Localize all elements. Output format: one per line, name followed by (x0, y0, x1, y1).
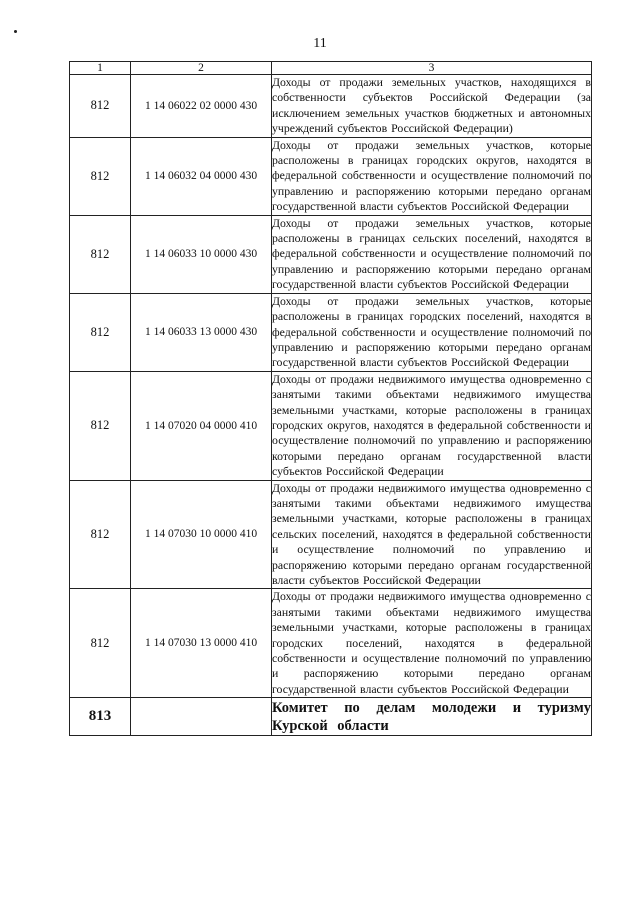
table-row-committee (70, 698, 592, 736)
table-row (70, 589, 592, 698)
table-row (70, 480, 592, 589)
page-number: 11 (313, 36, 327, 51)
description-cell: Доходы от продажи земельных участков, которые расположены в границах городских поселений, находятся в федеральной собственности и осуществление полномочий по управлению и распоряжению которыми передано органам государственной власти субъектов Российской Федерации (272, 293, 591, 370)
admin-code-cell: 812 (70, 137, 131, 215)
budget-code-cell: 1 14 06022 02 0000 430 (131, 75, 272, 138)
table-header-row (70, 62, 592, 75)
admin-code-cell: 812 (70, 293, 131, 371)
admin-code-cell: 812 (70, 215, 131, 293)
description-cell: Доходы от продажи земельных участков, которые расположены в границах городских округов, находятся в федеральной собственности и осуществление полномочий по управлению и распоряжению которыми передано органам государственной власти субъектов Российской Федерации (272, 137, 591, 214)
table-row (70, 293, 592, 371)
description-cell: Доходы от продажи недвижимого имущества одновременно с занятыми такими объектами недвижимого имущества земельными участками, которые расположены в границах городских поселений, находятся в федеральной собственности и осуществление полномочий по управлению и распоряжению которыми передано органам государственной власти субъектов Российской Федерации (272, 589, 591, 696)
description-cell: Доходы от продажи земельных участков, которые расположены в границах сельских поселений, находятся в федеральной собственности и осуществление полномочий по управлению и распоряжению которыми передано органам государственной власти субъектов Российской Федерации (272, 215, 591, 292)
budget-code-cell: 1 14 06033 10 0000 430 (131, 215, 272, 293)
description-cell: Доходы от продажи недвижимого имущества одновременно с занятыми такими объектами недвижимого имущества земельными участками, которые расположены в границах городских округов, находятся в федеральной собственности и осуществление полномочий по управлению и распоряжению которыми передано органам государственной власти субъектов Российской Федерации (272, 371, 591, 479)
budget-code-cell: 1 14 07030 10 0000 410 (131, 480, 272, 589)
admin-code-cell: 812 (70, 75, 131, 138)
admin-code-cell: 812 (70, 480, 131, 589)
budget-code-cell: 1 14 06033 13 0000 430 (131, 293, 272, 371)
column-header: 1 (70, 62, 131, 75)
table-row (70, 215, 592, 293)
column-header: 2 (131, 62, 272, 75)
revenue-code-table (69, 61, 592, 736)
committee-name-cell: Комитет по делам молодежи и туризму Курской области (272, 699, 591, 734)
budget-code-cell: 1 14 06032 04 0000 430 (131, 137, 272, 215)
description-cell: Доходы от продажи недвижимого имущества одновременно с занятыми такими объектами недвижимого имущества земельными участками, которые расположены в границах сельских поселений, находятся в федеральной собственности и осуществление полномочий по управлению и распоряжению которыми передано органам государственной власти субъектов Российской Федерации (272, 480, 591, 587)
admin-code-cell: 812 (70, 589, 131, 698)
table-row (70, 371, 592, 480)
budget-code-cell: 1 14 07020 04 0000 410 (131, 371, 272, 480)
description-cell: Доходы от продажи земельных участков, находящихся в собственности субъектов Российской Федерации (за исключением земельных участков бюджетных и автономных учреждений субъектов Российской Федерации) (272, 75, 591, 136)
table-row (70, 75, 592, 138)
column-header: 3 (272, 62, 592, 75)
table-row (70, 137, 592, 215)
admin-code-cell: 813 (70, 698, 131, 736)
scan-speck (14, 30, 17, 33)
budget-code-cell: 1 14 07030 13 0000 410 (131, 589, 272, 698)
budget-code-cell (131, 698, 272, 736)
admin-code-cell: 812 (70, 371, 131, 480)
